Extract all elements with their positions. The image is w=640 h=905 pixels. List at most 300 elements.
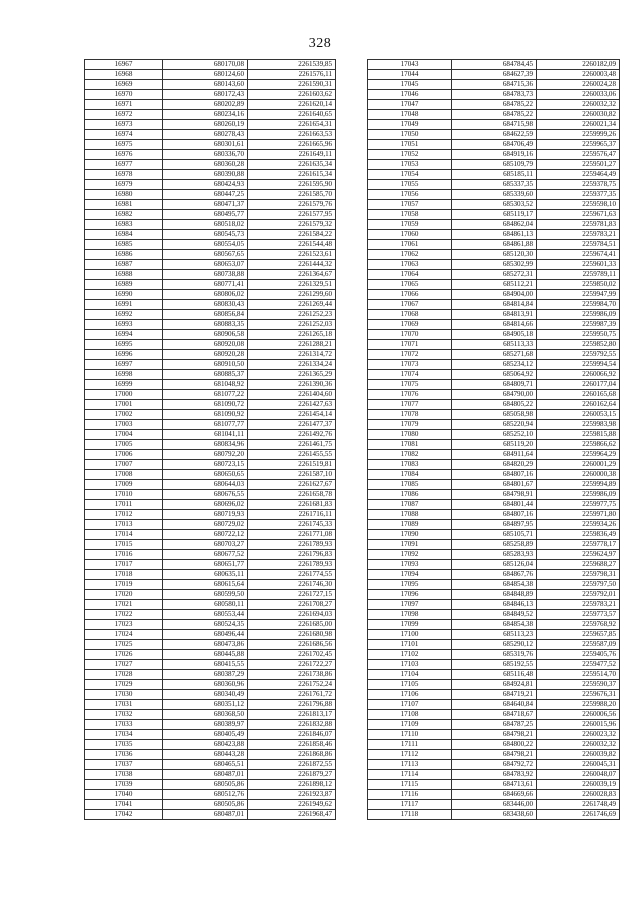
y-coordinate-cell: 2261738,86 — [248, 670, 336, 680]
point-number-cell: 17056 — [368, 190, 452, 200]
table-row — [368, 400, 620, 410]
x-coordinate-cell: 684790,00 — [452, 390, 537, 400]
point-number-cell: 17102 — [368, 650, 452, 660]
table-row — [85, 430, 336, 440]
x-coordinate-cell: 680487,01 — [163, 770, 248, 780]
table-row — [85, 510, 336, 520]
point-number-cell: 17027 — [85, 660, 163, 670]
table-row — [85, 170, 336, 180]
y-coordinate-cell: 2260033,06 — [537, 90, 620, 100]
x-coordinate-cell: 684814,66 — [452, 320, 537, 330]
y-coordinate-cell: 2260001,29 — [537, 460, 620, 470]
y-coordinate-cell: 2261461,75 — [248, 440, 336, 450]
y-coordinate-cell: 2259947,99 — [537, 290, 620, 300]
x-coordinate-cell: 684904,00 — [452, 290, 537, 300]
x-coordinate-cell: 680885,37 — [163, 370, 248, 380]
table-row — [368, 460, 620, 470]
y-coordinate-cell: 2261492,76 — [248, 430, 336, 440]
x-coordinate-cell: 680473,86 — [163, 640, 248, 650]
point-number-cell: 17009 — [85, 480, 163, 490]
table-row — [368, 100, 620, 110]
x-coordinate-cell: 685058,98 — [452, 410, 537, 420]
x-coordinate-cell: 680496,44 — [163, 630, 248, 640]
point-number-cell: 17000 — [85, 390, 163, 400]
point-number-cell: 17057 — [368, 200, 452, 210]
y-coordinate-cell: 2261590,31 — [248, 80, 336, 90]
x-coordinate-cell: 683446,00 — [452, 800, 537, 810]
x-coordinate-cell: 684919,16 — [452, 150, 537, 160]
x-coordinate-cell: 685120,30 — [452, 250, 537, 260]
x-coordinate-cell: 684715,36 — [452, 80, 537, 90]
table-row — [368, 540, 620, 550]
point-number-cell: 17073 — [368, 360, 452, 370]
y-coordinate-cell: 2260015,96 — [537, 720, 620, 730]
y-coordinate-cell: 2260032,32 — [537, 740, 620, 750]
table-row — [85, 600, 336, 610]
table-row — [368, 300, 620, 310]
x-coordinate-cell: 680368,50 — [163, 710, 248, 720]
table-row — [85, 70, 336, 80]
x-coordinate-cell: 680471,37 — [163, 200, 248, 210]
point-number-cell: 17026 — [85, 650, 163, 660]
x-coordinate-cell: 680651,77 — [163, 560, 248, 570]
y-coordinate-cell: 2261746,69 — [537, 810, 620, 820]
y-coordinate-cell: 2261334,24 — [248, 360, 336, 370]
table-row — [85, 340, 336, 350]
table-row — [85, 210, 336, 220]
point-number-cell: 17107 — [368, 700, 452, 710]
point-number-cell: 17062 — [368, 250, 452, 260]
x-coordinate-cell: 684820,29 — [452, 460, 537, 470]
x-coordinate-cell: 680351,12 — [163, 700, 248, 710]
table-row — [85, 710, 336, 720]
table-row — [368, 420, 620, 430]
table-row — [368, 190, 620, 200]
table-row — [368, 690, 620, 700]
y-coordinate-cell: 2261658,78 — [248, 490, 336, 500]
y-coordinate-cell: 2261585,70 — [248, 190, 336, 200]
y-coordinate-cell: 2259590,37 — [537, 680, 620, 690]
y-coordinate-cell: 2261898,12 — [248, 780, 336, 790]
y-coordinate-cell: 2259671,63 — [537, 210, 620, 220]
table-row — [85, 100, 336, 110]
table-row — [85, 220, 336, 230]
table-row — [85, 630, 336, 640]
table-row — [85, 480, 336, 490]
point-number-cell: 17093 — [368, 560, 452, 570]
y-coordinate-cell: 2261314,72 — [248, 350, 336, 360]
y-coordinate-cell: 2259598,10 — [537, 200, 620, 210]
y-coordinate-cell: 2259986,09 — [537, 490, 620, 500]
x-coordinate-cell: 680518,02 — [163, 220, 248, 230]
y-coordinate-cell: 2261654,31 — [248, 120, 336, 130]
point-number-cell: 17044 — [368, 70, 452, 80]
x-coordinate-cell: 684867,76 — [452, 570, 537, 580]
coordinates-table-right — [367, 59, 620, 820]
x-coordinate-cell: 680415,55 — [163, 660, 248, 670]
point-number-cell: 17064 — [368, 270, 452, 280]
x-coordinate-cell: 680301,61 — [163, 140, 248, 150]
x-coordinate-cell: 684798,21 — [452, 730, 537, 740]
y-coordinate-cell: 2261577,95 — [248, 210, 336, 220]
y-coordinate-cell: 2261635,34 — [248, 160, 336, 170]
point-number-cell: 17033 — [85, 720, 163, 730]
table-row — [85, 500, 336, 510]
y-coordinate-cell: 2261390,36 — [248, 380, 336, 390]
point-number-cell: 17086 — [368, 490, 452, 500]
x-coordinate-cell: 680260,19 — [163, 120, 248, 130]
table-row — [85, 90, 336, 100]
table-row — [85, 360, 336, 370]
x-coordinate-cell: 680465,51 — [163, 760, 248, 770]
x-coordinate-cell: 684787,25 — [452, 720, 537, 730]
point-number-cell: 17111 — [368, 740, 452, 750]
x-coordinate-cell: 680834,96 — [163, 440, 248, 450]
y-coordinate-cell: 2261640,65 — [248, 110, 336, 120]
y-coordinate-cell: 2260024,28 — [537, 80, 620, 90]
y-coordinate-cell: 2261365,29 — [248, 370, 336, 380]
point-number-cell: 17037 — [85, 760, 163, 770]
point-number-cell: 17109 — [368, 720, 452, 730]
table-row — [368, 480, 620, 490]
table-row — [85, 60, 336, 70]
x-coordinate-cell: 684718,67 — [452, 710, 537, 720]
x-coordinate-cell: 684862,04 — [452, 220, 537, 230]
table-row — [368, 410, 620, 420]
x-coordinate-cell: 684848,89 — [452, 590, 537, 600]
x-coordinate-cell: 680738,88 — [163, 270, 248, 280]
table-row — [85, 490, 336, 500]
point-number-cell: 17017 — [85, 560, 163, 570]
x-coordinate-cell: 684640,84 — [452, 700, 537, 710]
point-number-cell: 17013 — [85, 520, 163, 530]
point-number-cell: 17048 — [368, 110, 452, 120]
point-number-cell: 17024 — [85, 630, 163, 640]
table-row — [368, 240, 620, 250]
point-number-cell: 17029 — [85, 680, 163, 690]
table-row — [368, 170, 620, 180]
point-number-cell: 17036 — [85, 750, 163, 760]
table-row — [85, 130, 336, 140]
table-row — [368, 620, 620, 630]
table-row — [368, 330, 620, 340]
y-coordinate-cell: 2261649,11 — [248, 150, 336, 160]
table-row — [85, 380, 336, 390]
y-coordinate-cell: 2259965,37 — [537, 140, 620, 150]
point-number-cell: 17058 — [368, 210, 452, 220]
point-number-cell: 17078 — [368, 410, 452, 420]
x-coordinate-cell: 680723,15 — [163, 460, 248, 470]
y-coordinate-cell: 2261968,47 — [248, 810, 336, 820]
x-coordinate-cell: 680580,11 — [163, 600, 248, 610]
point-number-cell: 17004 — [85, 430, 163, 440]
point-number-cell: 17113 — [368, 760, 452, 770]
x-coordinate-cell: 681077,77 — [163, 420, 248, 430]
point-number-cell: 17041 — [85, 800, 163, 810]
x-coordinate-cell: 680360,96 — [163, 680, 248, 690]
x-coordinate-cell: 680423,88 — [163, 740, 248, 750]
y-coordinate-cell: 2261858,46 — [248, 740, 336, 750]
coordinates-table-left — [84, 59, 336, 820]
y-coordinate-cell: 2260066,92 — [537, 370, 620, 380]
point-number-cell: 17097 — [368, 600, 452, 610]
table-row — [85, 350, 336, 360]
table-row — [368, 440, 620, 450]
y-coordinate-cell: 2261680,98 — [248, 630, 336, 640]
point-number-cell: 17050 — [368, 130, 452, 140]
y-coordinate-cell: 2261774,55 — [248, 570, 336, 580]
x-coordinate-cell: 680650,65 — [163, 470, 248, 480]
point-number-cell: 17016 — [85, 550, 163, 560]
point-number-cell: 17025 — [85, 640, 163, 650]
x-coordinate-cell: 684669,66 — [452, 790, 537, 800]
y-coordinate-cell: 2261789,93 — [248, 540, 336, 550]
x-coordinate-cell: 680172,43 — [163, 90, 248, 100]
x-coordinate-cell: 680553,44 — [163, 610, 248, 620]
table-row — [368, 640, 620, 650]
table-row — [85, 770, 336, 780]
point-number-cell: 17021 — [85, 600, 163, 610]
x-coordinate-cell: 680170,08 — [163, 60, 248, 70]
point-number-cell: 17030 — [85, 690, 163, 700]
y-coordinate-cell: 2259988,20 — [537, 700, 620, 710]
x-coordinate-cell: 680703,27 — [163, 540, 248, 550]
point-number-cell: 16973 — [85, 120, 163, 130]
table-row — [85, 200, 336, 210]
table-row — [85, 680, 336, 690]
y-coordinate-cell: 2261761,72 — [248, 690, 336, 700]
y-coordinate-cell: 2261288,21 — [248, 340, 336, 350]
table-row — [85, 190, 336, 200]
x-coordinate-cell: 684801,44 — [452, 500, 537, 510]
table-row — [368, 390, 620, 400]
x-coordinate-cell: 680424,93 — [163, 180, 248, 190]
x-coordinate-cell: 680505,86 — [163, 800, 248, 810]
table-row — [85, 810, 336, 820]
point-number-cell: 17099 — [368, 620, 452, 630]
point-number-cell: 17054 — [368, 170, 452, 180]
table-row — [85, 370, 336, 380]
point-number-cell: 17101 — [368, 640, 452, 650]
y-coordinate-cell: 2259405,76 — [537, 650, 620, 660]
point-number-cell: 17061 — [368, 240, 452, 250]
x-coordinate-cell: 685185,11 — [452, 170, 537, 180]
y-coordinate-cell: 2261454,14 — [248, 410, 336, 420]
point-number-cell: 17034 — [85, 730, 163, 740]
table-row — [85, 530, 336, 540]
point-number-cell: 17092 — [368, 550, 452, 560]
y-coordinate-cell: 2261627,67 — [248, 480, 336, 490]
x-coordinate-cell: 685064,92 — [452, 370, 537, 380]
table-row — [85, 410, 336, 420]
table-row — [85, 110, 336, 120]
y-coordinate-cell: 2261252,23 — [248, 310, 336, 320]
y-coordinate-cell: 2259657,85 — [537, 630, 620, 640]
table-row — [368, 510, 620, 520]
point-number-cell: 17115 — [368, 780, 452, 790]
x-coordinate-cell: 684783,73 — [452, 90, 537, 100]
point-number-cell: 16980 — [85, 190, 163, 200]
y-coordinate-cell: 2261796,88 — [248, 700, 336, 710]
x-coordinate-cell: 685252,10 — [452, 430, 537, 440]
point-number-cell: 17083 — [368, 460, 452, 470]
point-number-cell: 17007 — [85, 460, 163, 470]
x-coordinate-cell: 684861,88 — [452, 240, 537, 250]
table-row — [85, 160, 336, 170]
y-coordinate-cell: 2259773,57 — [537, 610, 620, 620]
y-coordinate-cell: 2261544,48 — [248, 240, 336, 250]
table-row — [85, 230, 336, 240]
point-number-cell: 17049 — [368, 120, 452, 130]
table-row — [85, 400, 336, 410]
point-number-cell: 17104 — [368, 670, 452, 680]
y-coordinate-cell: 2261665,96 — [248, 140, 336, 150]
x-coordinate-cell: 685105,71 — [452, 530, 537, 540]
x-coordinate-cell: 684800,22 — [452, 740, 537, 750]
point-number-cell: 17012 — [85, 510, 163, 520]
point-number-cell: 16971 — [85, 100, 163, 110]
x-coordinate-cell: 684854,38 — [452, 580, 537, 590]
point-number-cell: 17118 — [368, 810, 452, 820]
x-coordinate-cell: 680278,43 — [163, 130, 248, 140]
y-coordinate-cell: 2261748,49 — [537, 800, 620, 810]
point-number-cell: 16994 — [85, 330, 163, 340]
y-coordinate-cell: 2259789,11 — [537, 270, 620, 280]
point-number-cell: 17032 — [85, 710, 163, 720]
point-number-cell: 17080 — [368, 430, 452, 440]
point-number-cell: 17069 — [368, 320, 452, 330]
x-coordinate-cell: 684849,52 — [452, 610, 537, 620]
point-number-cell: 16997 — [85, 360, 163, 370]
table-row — [368, 450, 620, 460]
table-row — [85, 440, 336, 450]
table-row — [85, 310, 336, 320]
y-coordinate-cell: 2259798,31 — [537, 570, 620, 580]
point-number-cell: 17091 — [368, 540, 452, 550]
table-row — [85, 650, 336, 660]
point-number-cell: 17088 — [368, 510, 452, 520]
table-row — [368, 700, 620, 710]
y-coordinate-cell: 2259971,80 — [537, 510, 620, 520]
y-coordinate-cell: 2260048,07 — [537, 770, 620, 780]
point-number-cell: 17108 — [368, 710, 452, 720]
point-number-cell: 17051 — [368, 140, 452, 150]
point-number-cell: 16983 — [85, 220, 163, 230]
point-number-cell: 16969 — [85, 80, 163, 90]
y-coordinate-cell: 2261587,10 — [248, 470, 336, 480]
y-coordinate-cell: 2259852,80 — [537, 340, 620, 350]
x-coordinate-cell: 684715,98 — [452, 120, 537, 130]
table-row — [368, 800, 620, 810]
x-coordinate-cell: 685119,20 — [452, 440, 537, 450]
point-number-cell: 16998 — [85, 370, 163, 380]
point-number-cell: 17015 — [85, 540, 163, 550]
table-row — [85, 300, 336, 310]
y-coordinate-cell: 2261879,27 — [248, 770, 336, 780]
table-row — [368, 200, 620, 210]
point-number-cell: 16992 — [85, 310, 163, 320]
y-coordinate-cell: 2261702,45 — [248, 650, 336, 660]
x-coordinate-cell: 681090,92 — [163, 410, 248, 420]
y-coordinate-cell: 2261404,60 — [248, 390, 336, 400]
table-row — [368, 490, 620, 500]
table-row — [85, 790, 336, 800]
point-number-cell: 17095 — [368, 580, 452, 590]
table-row — [85, 460, 336, 470]
y-coordinate-cell: 2259984,70 — [537, 300, 620, 310]
y-coordinate-cell: 2260000,38 — [537, 470, 620, 480]
y-coordinate-cell: 2259477,52 — [537, 660, 620, 670]
x-coordinate-cell: 680524,35 — [163, 620, 248, 630]
x-coordinate-cell: 684706,49 — [452, 140, 537, 150]
x-coordinate-cell: 680806,02 — [163, 290, 248, 300]
table-row — [368, 500, 620, 510]
table-row — [85, 120, 336, 130]
x-coordinate-cell: 680856,84 — [163, 310, 248, 320]
table-row — [368, 670, 620, 680]
y-coordinate-cell: 2259378,75 — [537, 180, 620, 190]
x-coordinate-cell: 680545,73 — [163, 230, 248, 240]
x-coordinate-cell: 685339,60 — [452, 190, 537, 200]
point-number-cell: 17081 — [368, 440, 452, 450]
y-coordinate-cell: 2259587,09 — [537, 640, 620, 650]
x-coordinate-cell: 680792,20 — [163, 450, 248, 460]
point-number-cell: 16975 — [85, 140, 163, 150]
y-coordinate-cell: 2260177,04 — [537, 380, 620, 390]
table-row — [368, 710, 620, 720]
table-row — [85, 320, 336, 330]
y-coordinate-cell: 2261686,56 — [248, 640, 336, 650]
x-coordinate-cell: 680443,28 — [163, 750, 248, 760]
table-row — [368, 270, 620, 280]
point-number-cell: 16979 — [85, 180, 163, 190]
point-number-cell: 17085 — [368, 480, 452, 490]
table-row — [368, 730, 620, 740]
point-number-cell: 16990 — [85, 290, 163, 300]
y-coordinate-cell: 2259994,89 — [537, 480, 620, 490]
point-number-cell: 17042 — [85, 810, 163, 820]
table-row — [368, 600, 620, 610]
table-row — [368, 120, 620, 130]
x-coordinate-cell: 685109,79 — [452, 160, 537, 170]
y-coordinate-cell: 2261299,60 — [248, 290, 336, 300]
y-coordinate-cell: 2260039,82 — [537, 750, 620, 760]
table-row — [368, 150, 620, 160]
y-coordinate-cell: 2261579,76 — [248, 200, 336, 210]
point-number-cell: 16985 — [85, 240, 163, 250]
x-coordinate-cell: 684846,13 — [452, 600, 537, 610]
x-coordinate-cell: 684783,92 — [452, 770, 537, 780]
y-coordinate-cell: 2260162,64 — [537, 400, 620, 410]
point-number-cell: 17105 — [368, 680, 452, 690]
x-coordinate-cell: 680729,02 — [163, 520, 248, 530]
table-row — [85, 560, 336, 570]
y-coordinate-cell: 2261949,62 — [248, 800, 336, 810]
table-row — [85, 450, 336, 460]
table-row — [85, 720, 336, 730]
y-coordinate-cell: 2259850,02 — [537, 280, 620, 290]
y-coordinate-cell: 2261579,32 — [248, 220, 336, 230]
y-coordinate-cell: 2259768,92 — [537, 620, 620, 630]
table-row — [368, 290, 620, 300]
x-coordinate-cell: 680143,60 — [163, 80, 248, 90]
x-coordinate-cell: 685303,52 — [452, 200, 537, 210]
point-number-cell: 17008 — [85, 470, 163, 480]
point-number-cell: 16989 — [85, 280, 163, 290]
point-number-cell: 17014 — [85, 530, 163, 540]
y-coordinate-cell: 2259987,39 — [537, 320, 620, 330]
y-coordinate-cell: 2260003,48 — [537, 70, 620, 80]
